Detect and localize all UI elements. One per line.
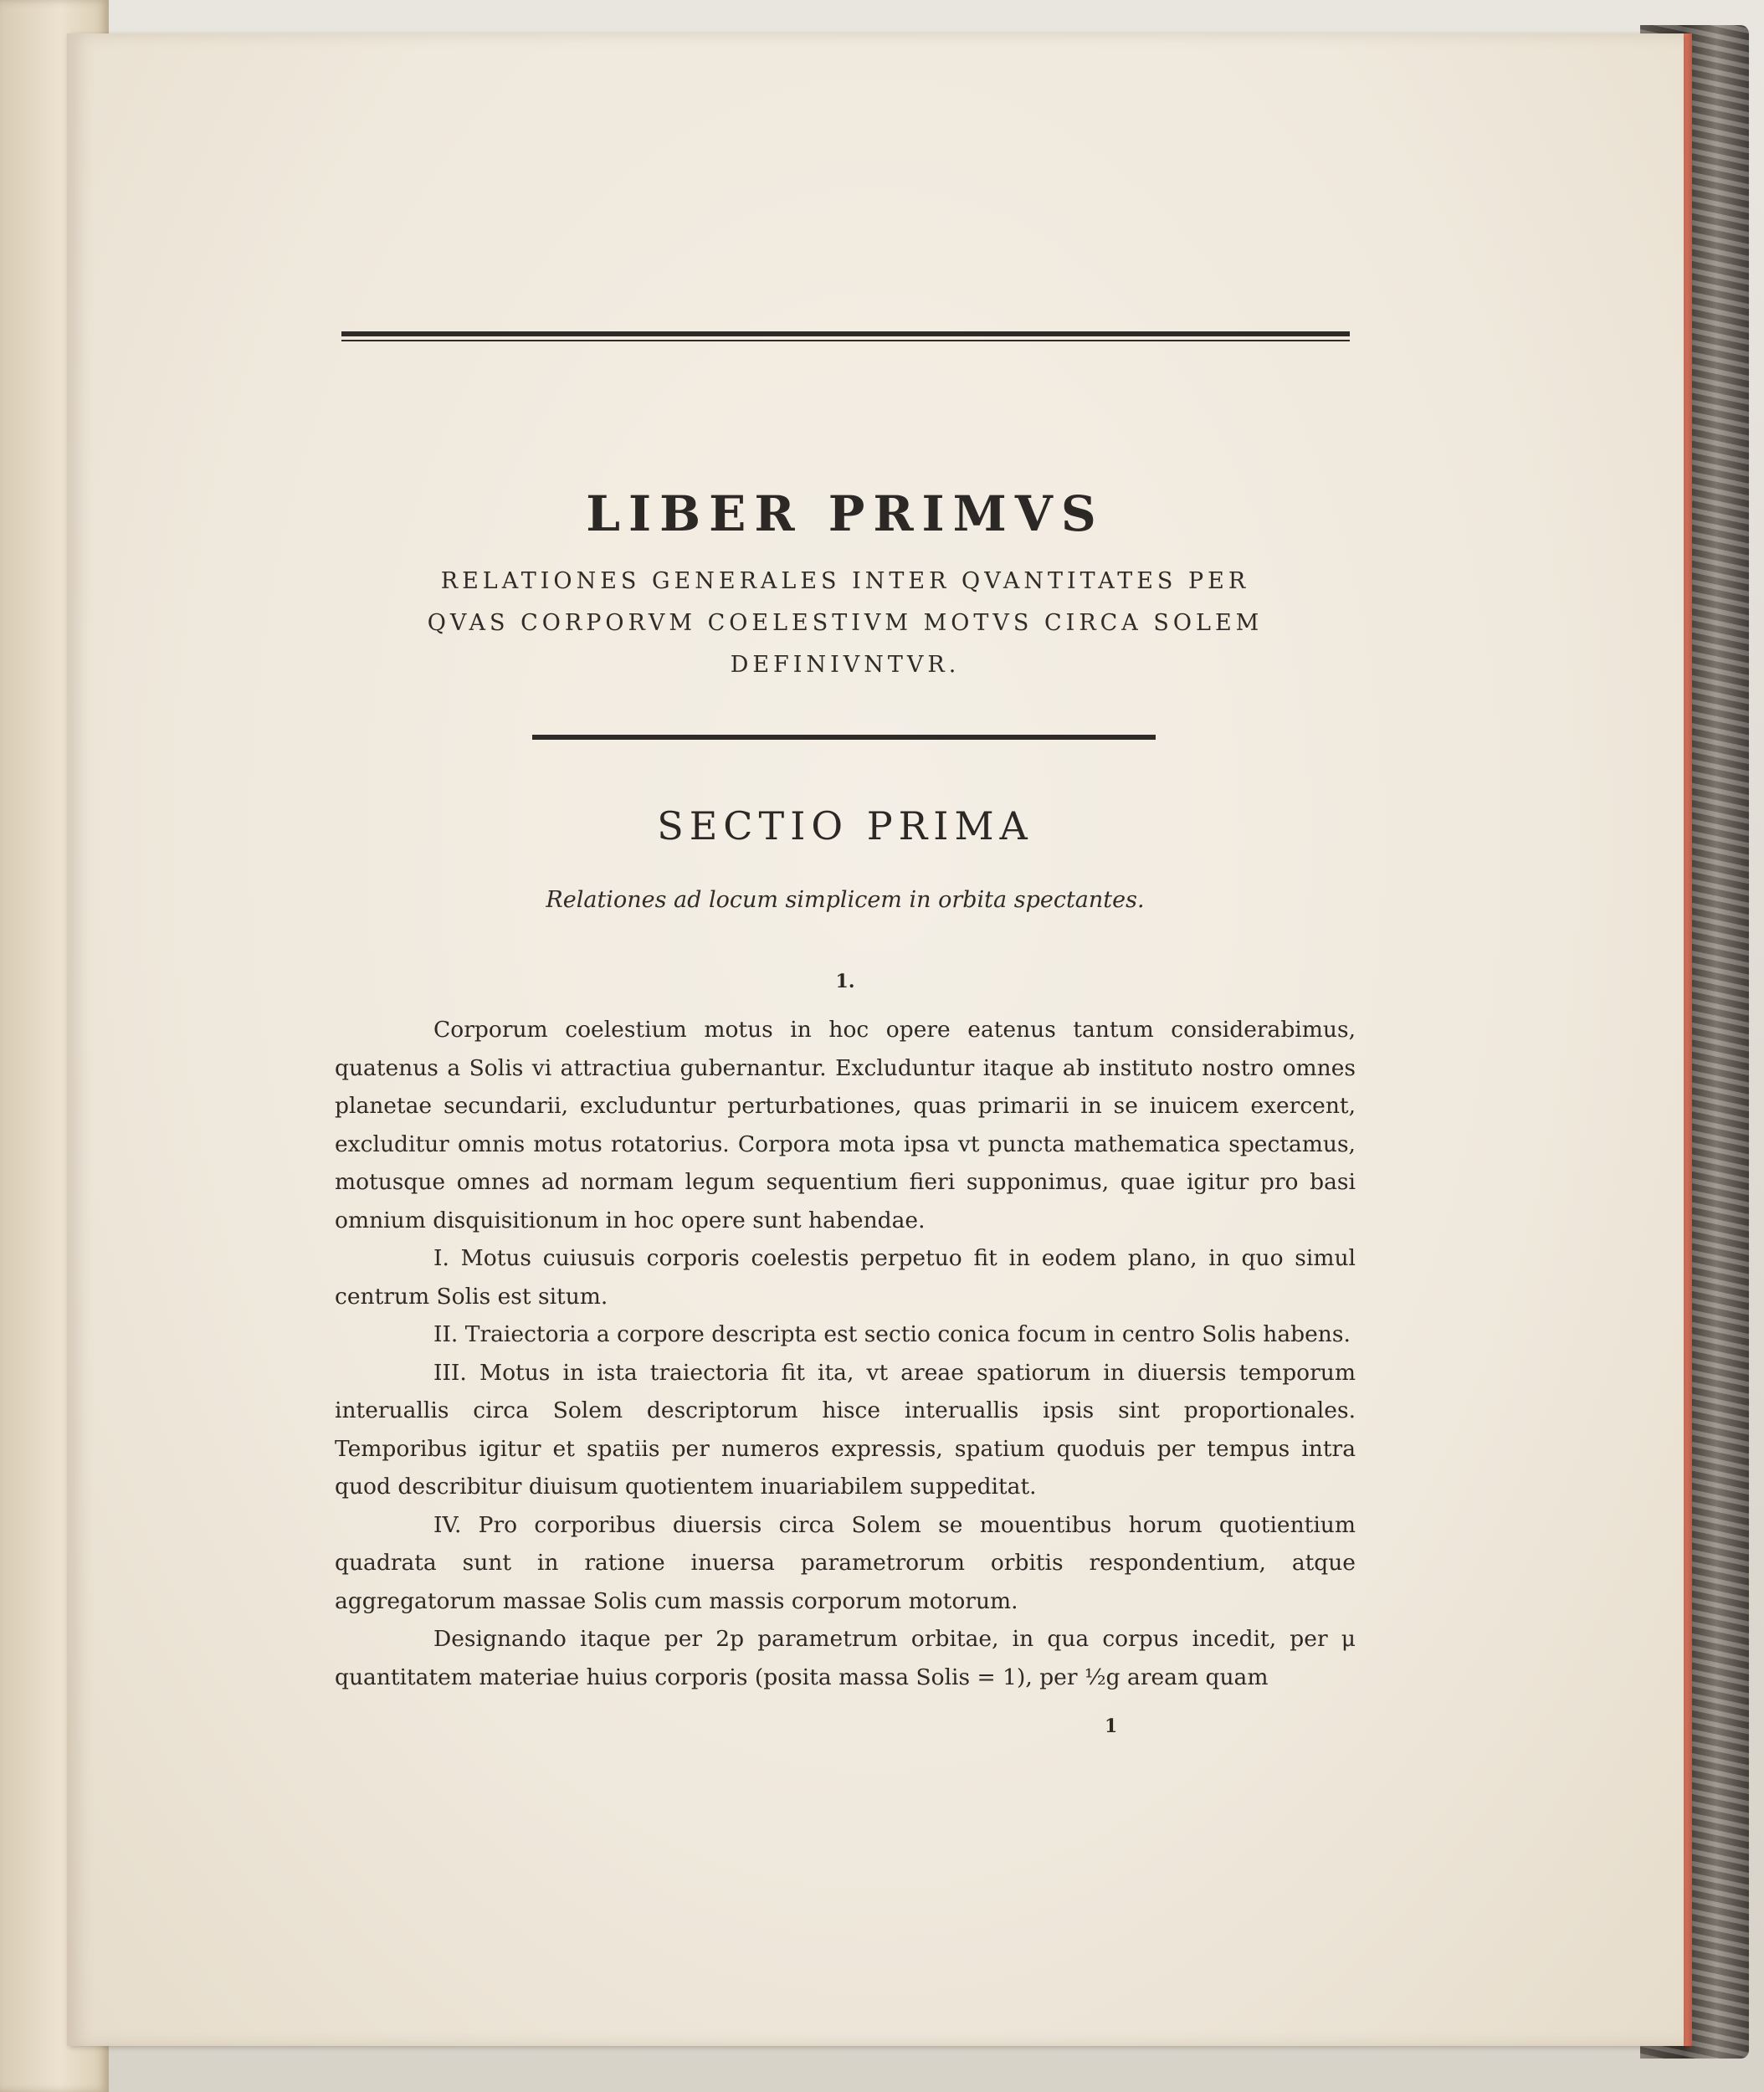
subtitle-line: QVAS CORPORVM COELESTIVM MOTVS CIRCA SOLEM <box>427 610 1264 636</box>
page-content <box>67 33 1684 2046</box>
book-page <box>67 33 1684 2046</box>
body-text <box>335 1011 1356 1696</box>
subtitle-line: DEFINIVNTVR. <box>730 652 961 678</box>
section-title: SECTIO PRIMA <box>657 803 1033 849</box>
paragraph-designation: Designando itaque per 2p parametrum orbitae, in qua corpus incedit, per μ quantitatem materiae huius corporis (posita massa Solis = 1), per ½g aream quam <box>335 1626 1356 1690</box>
top-rule-thick <box>341 331 1350 336</box>
top-rule-thin <box>341 340 1350 341</box>
subtitle-line: RELATIONES GENERALES INTER QVANTITATES PER <box>440 568 1250 594</box>
section-caption: Relationes ad locum simplicem in orbita spectantes. <box>546 887 1145 913</box>
book-subtitle <box>318 561 1372 686</box>
book-title: LIBER PRIMVS <box>586 485 1105 542</box>
article-number: 1. <box>835 971 855 992</box>
paragraph-law-3: III. Motus in ista traiectoria fit ita, vt areae spatiorum in diuersis temporum interuallis circa Solem descriptorum hisce interuallis ipsis sint proportionales. Temporibus igitur et spatiis per numeros expressis, spatium quoduis per tempus intra quod describitur diuisum quotientem inuariabilem suppeditat. <box>335 1359 1356 1500</box>
top-rule <box>341 331 1350 341</box>
paragraph-law-2: II. Traiectoria a corpore descripta est sectio conica focum in centro Solis habens. <box>433 1321 1351 1347</box>
paragraph-law-4: IV. Pro corporibus diuersis circa Solem se mouentibus horum quotientium quadrata sunt in ratione inuersa parametrorum orbitis respondentium, atque aggregatorum massae Solis cum massis corporum motorum. <box>335 1511 1356 1614</box>
paragraph-intro: Corporum coelestium motus in hoc opere eatenus tantum considerabimus, quatenus a Solis vi attractiua gubernantur. Excluduntur itaque ab instituto nostro omnes planetae secundarii, excluduntur perturbationes, quas primarii in se inuicem exercent, excluditur omnis motus rotatorius. Corpora mota ipsa vt puncta mathematica spectamus, motusque omnes ad normam legum sequentium fieri supponimus, quae igitur pro basi omnium disquisitionum in hoc opere sunt habendae. <box>335 1017 1356 1233</box>
page-number: 1 <box>1105 1715 1118 1737</box>
middle-rule <box>532 735 1156 740</box>
paragraph-law-1: I. Motus cuiusuis corporis coelestis perpetuo fit in eodem plano, in quo simul centrum Solis est situm. <box>335 1245 1356 1310</box>
